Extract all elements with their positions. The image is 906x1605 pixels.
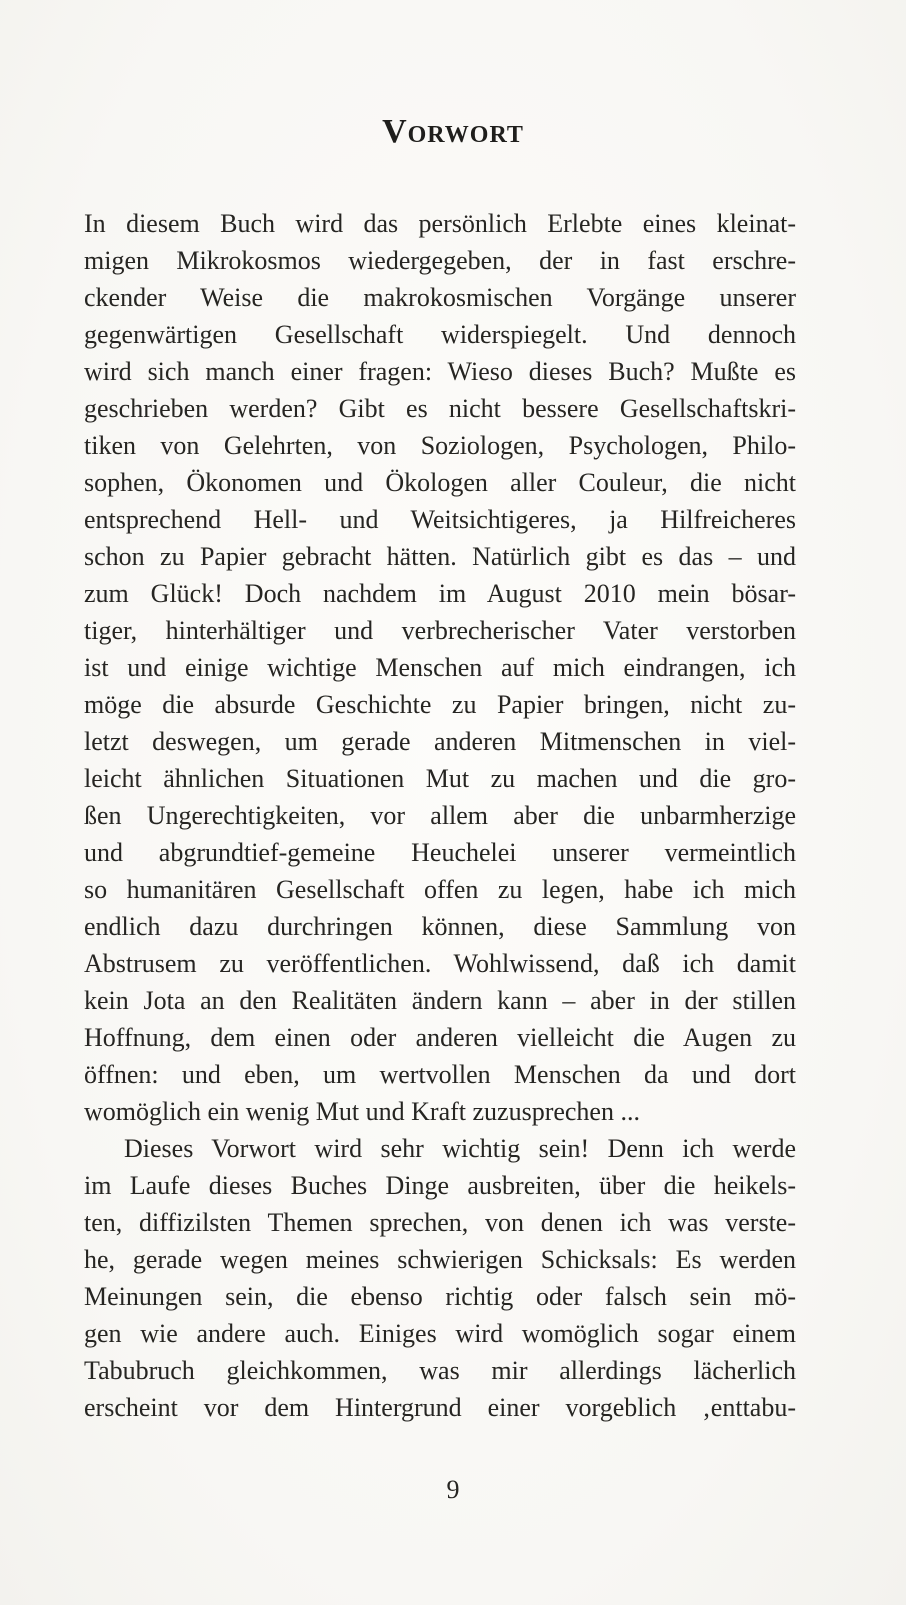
text-line: endlich dazu durchringen können, diese Sammlung von — [84, 912, 796, 941]
text-line: migen Mikrokosmos wiedergegeben, der in fast erschre- — [84, 246, 796, 275]
paragraph — [84, 205, 796, 1130]
text-line: leicht ähnlichen Situationen Mut zu machen und die gro- — [84, 764, 796, 793]
text-line: Meinungen sein, die ebenso richtig oder falsch sein mö- — [84, 1282, 796, 1311]
text-line: ist und einige wichtige Menschen auf mich eindrangen, ich — [84, 653, 796, 682]
text-line: letzt deswegen, um gerade anderen Mitmenschen in viel- — [84, 727, 796, 756]
text-line: Hoffnung, dem einen oder anderen vielleicht die Augen zu — [84, 1023, 796, 1052]
text-line: womöglich ein wenig Mut und Kraft zuzusprechen ... — [84, 1097, 640, 1126]
text-line: zum Glück! Doch nachdem im August 2010 mein bösar- — [84, 579, 796, 608]
text-line: tiken von Gelehrten, von Soziologen, Psychologen, Philo- — [84, 431, 796, 460]
paragraph — [84, 1130, 796, 1426]
text-line: tiger, hinterhältiger und verbrecherischer Vater verstorben — [84, 616, 796, 645]
chapter-body — [84, 205, 796, 1426]
chapter-title: Vorwort — [382, 113, 524, 150]
text-line: kein Jota an den Realitäten ändern kann – aber in der stillen — [84, 986, 796, 1015]
text-line: öffnen: und eben, um wertvollen Menschen da und dort — [84, 1060, 796, 1089]
text-line: he, gerade wegen meines schwierigen Schicksals: Es werden — [84, 1245, 796, 1274]
text-line: Dieses Vorwort wird sehr wichtig sein! Denn ich werde — [124, 1134, 796, 1163]
text-line: im Laufe dieses Buches Dinge ausbreiten, über die heikels- — [84, 1171, 796, 1200]
text-line: sophen, Ökonomen und Ökologen aller Couleur, die nicht — [84, 468, 796, 497]
text-line: geschrieben werden? Gibt es nicht bessere Gesellschaftskri- — [84, 394, 796, 423]
text-line: erscheint vor dem Hintergrund einer vorgeblich ‚enttabu- — [84, 1393, 796, 1422]
text-line: gen wie andere auch. Einiges wird womöglich sogar einem — [84, 1319, 796, 1348]
text-line: schon zu Papier gebracht hätten. Natürlich gibt es das – und — [84, 542, 796, 571]
text-line: so humanitären Gesellschaft offen zu legen, habe ich mich — [84, 875, 796, 904]
page-number: 9 — [446, 1475, 460, 1504]
text-line: und abgrundtief-gemeine Heuchelei unserer vermeintlich — [84, 838, 796, 867]
text-line: ten, diffizilsten Themen sprechen, von denen ich was verste- — [84, 1208, 796, 1237]
text-line: In diesem Buch wird das persönlich Erlebte eines kleinat- — [84, 209, 796, 238]
text-line: Abstrusem zu veröffentlichen. Wohlwissend, daß ich damit — [84, 949, 796, 978]
text-line: entsprechend Hell- und Weitsichtigeres, ja Hilfreicheres — [84, 505, 796, 534]
text-line: Tabubruch gleichkommen, was mir allerdings lächerlich — [84, 1356, 796, 1385]
text-line: wird sich manch einer fragen: Wieso dieses Buch? Mußte es — [84, 357, 796, 386]
text-line: ckender Weise die makrokosmischen Vorgänge unserer — [84, 283, 796, 312]
text-line: möge die absurde Geschichte zu Papier bringen, nicht zu- — [84, 690, 796, 719]
text-line: ßen Ungerechtigkeiten, vor allem aber die unbarmherzige — [84, 801, 796, 830]
text-line: gegenwärtigen Gesellschaft widerspiegelt. Und dennoch — [84, 320, 796, 349]
